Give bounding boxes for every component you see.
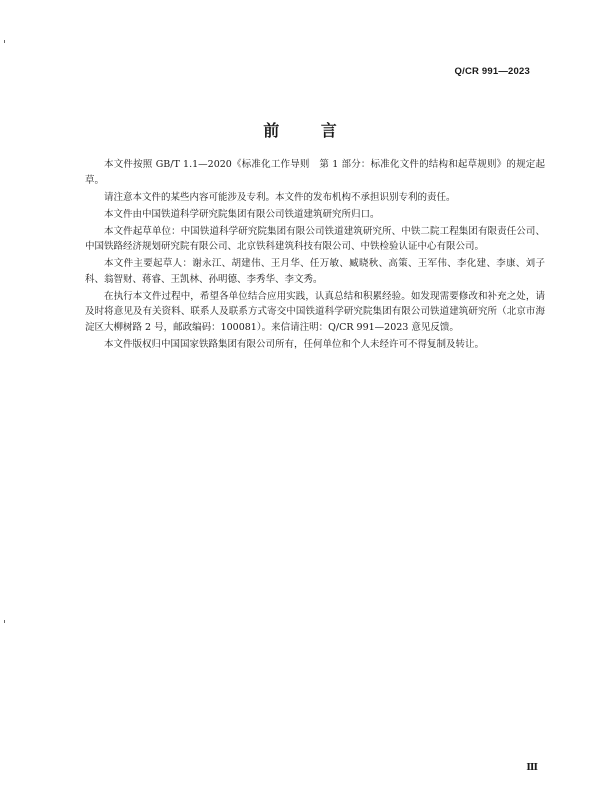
paragraph: 本文件起草单位：中国铁道科学研究院集团有限公司铁道建筑研究所、中铁二院工程集团有限责任公司、中国铁路经济规划研究院有限公司、北京铁科建筑科技有限公司、中铁检验认证中心有限公司。 <box>85 225 545 252</box>
paragraph: 请注意本文件的某些内容可能涉及专利。本文件的发布机构不承担识别专利的责任。 <box>104 191 456 203</box>
page-title: 前 言 <box>263 121 355 140</box>
paragraph: 在执行本文件过程中，希望各单位结合应用实践，认真总结和积累经验。如发现需要修改和补充之处，请及时将意见及有关资料、联系人及联系方式寄交中国铁道科学研究院集团有限公司铁道建筑研究所（北京市海淀区大柳树路 2 号，邮政编码：100081）。来信请注明：Q/CR 991—2023 意见反馈。 <box>85 290 545 333</box>
standard-code: Q/CR 991—2023 <box>454 66 530 77</box>
paragraph: 本文件主要起草人：谢永江、胡建伟、王月华、任万敏、臧晓秋、高策、王军伟、李化建、李康、刘子科、翁智财、蒋睿、王凯林、孙明德、李秀华、李文秀。 <box>85 258 545 285</box>
foreword-body <box>85 157 545 352</box>
paragraph: 本文件版权归中国国家铁路集团有限公司所有，任何单位和个人未经许可不得复制及转让。 <box>104 338 485 350</box>
paragraph: 本文件按照 GB/T 1.1—2020《标准化工作导则 第 1 部分：标准化文件的结构和起草规则》的规定起草。 <box>85 159 545 186</box>
page-number: Ⅲ <box>526 763 538 773</box>
paragraph: 本文件由中国铁道科学研究院集团有限公司铁道建筑研究所归口。 <box>104 208 380 220</box>
margin-tick <box>4 40 5 43</box>
margin-tick <box>4 620 5 623</box>
